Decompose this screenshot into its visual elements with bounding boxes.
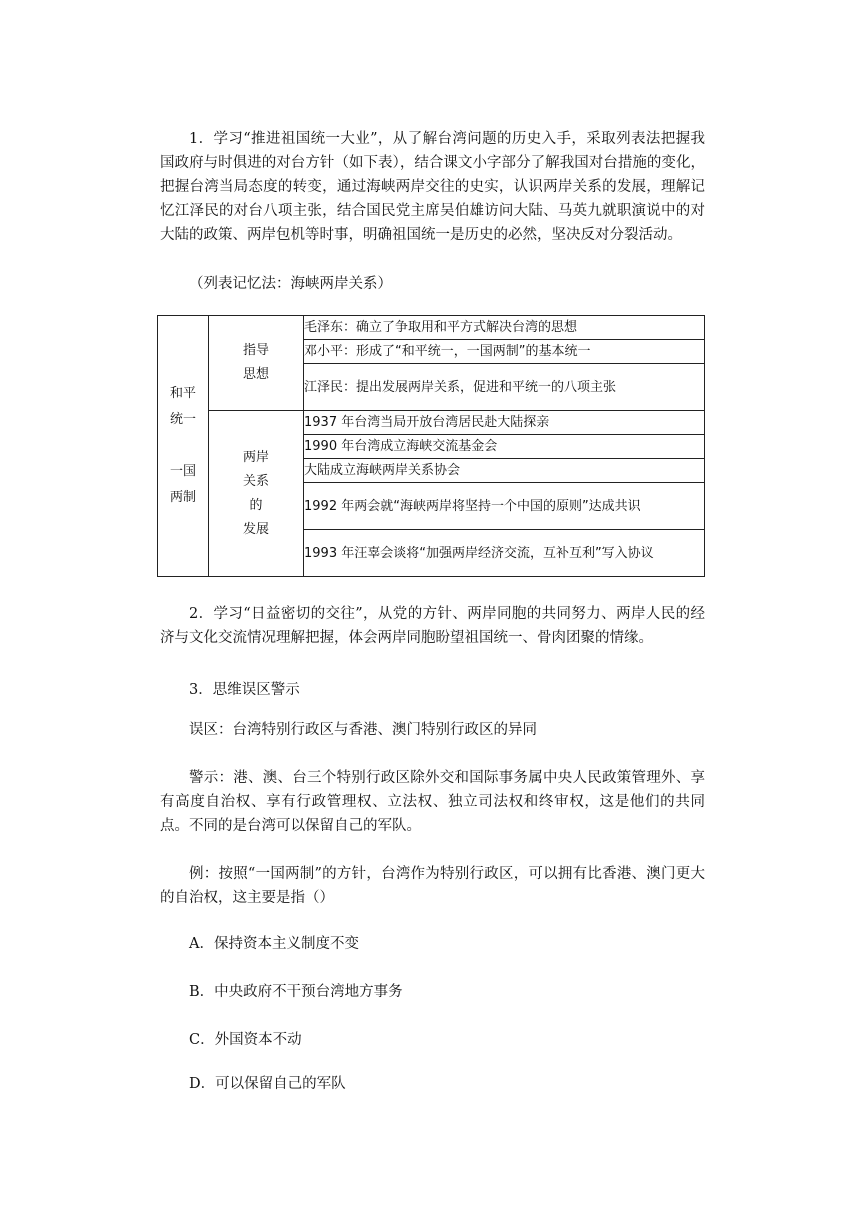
- option-b: B．中央政府不干预台湾地方事务: [189, 984, 403, 1000]
- section-heading-misconception: 3．思维误区警示: [189, 682, 300, 698]
- table-group-relations-development: [209, 411, 304, 577]
- group-label-line: 的: [249, 497, 263, 513]
- main-category-line: 和平: [169, 386, 196, 401]
- table-row: 1990 年台湾成立海峡交流基金会: [304, 435, 705, 459]
- cross-strait-relations-table: [157, 315, 705, 577]
- paragraph-warning: 警示：港、澳、台三个特别行政区除外交和国际事务属中央人民政策管理外、享有高度自治权、享有行政管理权、立法权、独立司法权和终审权，这是他们的共同点。不同的是台湾可以保留自己的军队。: [160, 770, 705, 834]
- table-row: 毛泽东：确立了争取用和平方式解决台湾的思想: [304, 316, 705, 340]
- table-row: 1993 年汪辜会谈将“加强两岸经济交流，互补互利”写入协议: [304, 530, 705, 577]
- table-row: 大陆成立海峡两岸关系协会: [304, 459, 705, 483]
- paragraph-example-question: 例：按照“一国两制”的方针，台湾作为特别行政区，可以拥有比香港、澳门更大的自治权，这主要是指（）: [160, 866, 705, 906]
- table-row: 江泽民：提出发展两岸关系，促进和平统一的八项主张: [304, 364, 705, 411]
- group-label-line: 指导: [242, 343, 269, 358]
- paragraph-misconception: 误区：台湾特别行政区与香港、澳门特别行政区的异同: [189, 722, 537, 738]
- main-category-line: 统一: [169, 412, 196, 427]
- table-row: 1937 年台湾当局开放台湾居民赴大陆探亲: [304, 411, 705, 435]
- group-label-line: 关系: [242, 473, 269, 489]
- table-row: 1992 年两会就“海峡两岸将坚持一个中国的原则”达成共识: [304, 483, 705, 530]
- table-group-guiding-thought: [209, 316, 304, 411]
- option-c: C．外国资本不动: [189, 1032, 302, 1048]
- table-main-category: [158, 316, 209, 577]
- main-category-line: 一国: [169, 464, 196, 479]
- table-row: 邓小平：形成了“和平统一，一国两制”的基本统一: [304, 340, 705, 364]
- table-caption: （列表记忆法：海峡两岸关系）: [189, 276, 392, 292]
- option-d: D．可以保留自己的军队: [189, 1076, 346, 1092]
- main-category-line: 两制: [169, 490, 196, 505]
- paragraph-close-exchanges: 2．学习“日益密切的交往”，从党的方针、两岸同胞的共同努力、两岸人民的经济与文化交流情况理解把握，体会两岸同胞盼望祖国统一、骨肉团聚的情缘。: [160, 606, 705, 646]
- group-label-line: 思想: [242, 367, 269, 382]
- group-label-line: 两岸: [242, 449, 269, 465]
- option-a: A．保持资本主义制度不变: [189, 936, 359, 952]
- paragraph-study-unification: 1．学习“推进祖国统一大业”，从了解台湾问题的历史入手，采取列表法把握我国政府与时俱进的对台方针（如下表），结合课文小字部分了解我国对台措施的变化，把握台湾当局态度的转变，通过海峡两岸交往的史实，认识两岸关系的发展，理解记忆江泽民的对台八项主张，结合国民党主席吴伯雄访问大陆、马英九就职演说中的对大陆的政策、两岸包机等时事，明确祖国统一是历史的必然，坚决反对分裂活动。: [160, 131, 705, 243]
- group-label-line: 发展: [242, 521, 269, 537]
